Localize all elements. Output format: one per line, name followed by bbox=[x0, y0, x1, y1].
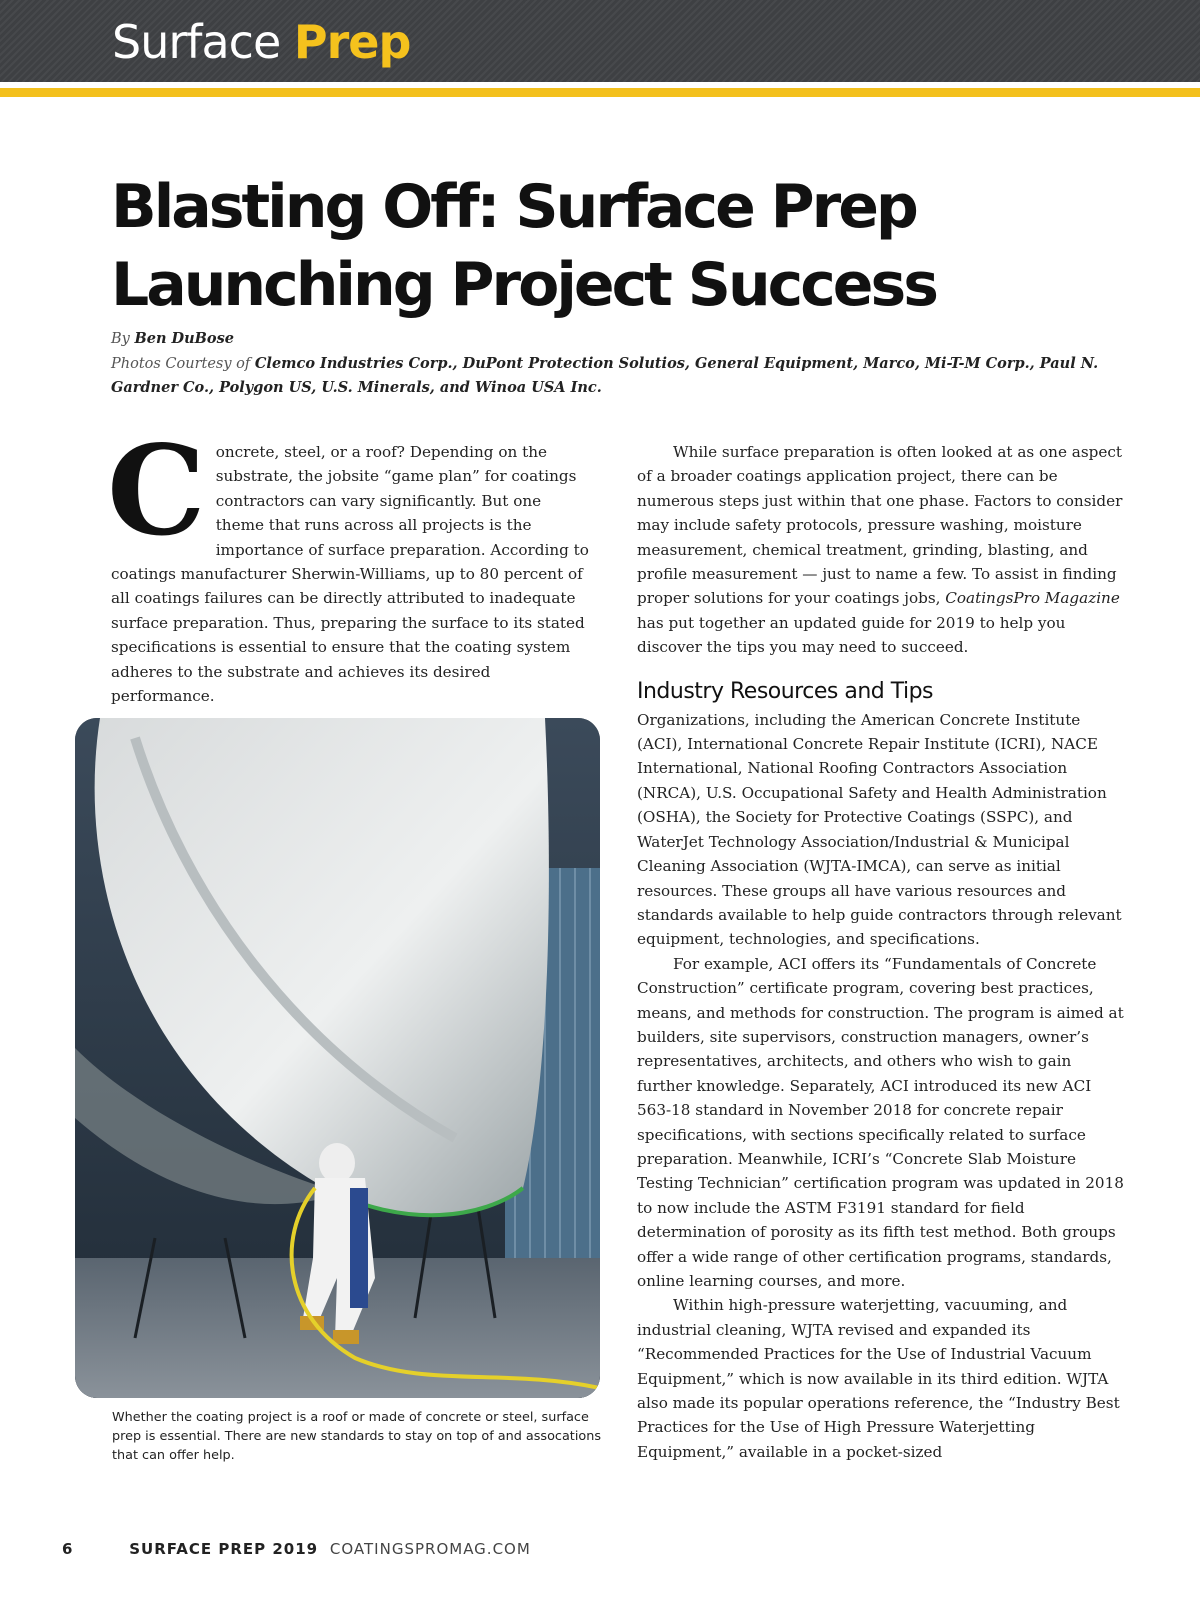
paragraph-2-text: While surface preparation is often looked at as one aspect of a broader coatings application project, there can be numerous steps just within that one phase. Factors to consider may include safety protocols, pressure washing, moisture measurement, chemical treatment, grinding, blasting, and profile measurement — just to name a few. To assist in finding proper solutions for your coatings jobs, bbox=[637, 443, 1123, 608]
paragraph-2 bbox=[637, 440, 1127, 660]
intro-text: oncrete, steel, or a roof? Depending on the substrate, the jobsite “game plan” for coatings contractors can vary significantly. But one theme that runs across all projects is the importance of surface preparation. According to coatings manufacturer Sherwin-Williams, up to 80 percent of all coatings failures can be directly attributed to inadequate surface preparation. Thus, preparing the surface to its stated specifications is essential to ensure that the coating system adheres to the substrate and achieves its desired performance. bbox=[111, 443, 589, 706]
article-headline: Blasting Off: Surface Prep Launching Project Success bbox=[111, 172, 936, 320]
byline-prefix: By bbox=[111, 331, 130, 347]
section-title bbox=[112, 12, 410, 72]
left-column bbox=[107, 419, 591, 708]
drop-cap: C bbox=[107, 419, 206, 564]
paragraph-3: Organizations, including the American Concrete Institute (ACI), International Concrete Repair Institute (ICRI), NACE International, National Roofing Contractors Association (NRCA), U.S. Occupational Safety and Health Administration (OSHA), the Society for Protective Coatings (SSPC), and WaterJet Technology Association/Industrial & Municipal Cleaning Association (WJTA-IMCA), can serve as initial resources. These groups all have various resources and standards available to help guide contractors through relevant equipment, technologies, and specifications. bbox=[637, 710, 1122, 949]
website-url: COATINGSPROMAG.COM bbox=[329, 1540, 531, 1558]
photo-credit-prefix: Photos Courtesy of bbox=[111, 355, 251, 372]
paragraph-2-text-end: has put together an updated guide for 2019 to help you discover the tips you may need to succeed. bbox=[637, 613, 1066, 657]
photo-credits: Clemco Industries Corp., DuPont Protection Solutios, General Equipment, Marco, Mi-T-M Corp., Paul N. Gardner Co., Polygon US, U.S. Minerals, and Winoa USA Inc. bbox=[111, 354, 1099, 396]
magazine-name: CoatingsPro Magazine bbox=[945, 589, 1120, 608]
author-name: Ben DuBose bbox=[134, 330, 234, 347]
accent-rule bbox=[0, 88, 1200, 97]
page-number: 6 bbox=[62, 1540, 74, 1558]
intro-paragraph bbox=[107, 419, 591, 708]
boat-hull-illustration bbox=[75, 718, 600, 1398]
paragraph-4: For example, ACI offers its “Fundamentals of Concrete Construction” certificate program, covering best practices, means, and methods for construction. The program is aimed at builders, site supervisors, construction managers, owner’s representatives, architects, and others who wish to gain further knowledge. Separately, ACI introduced its new ACI 563-18 standard in November 2018 for concrete repair specifications, with sections specifically related to surface preparation. Meanwhile, ICRI’s “Concrete Slab Moisture Testing Technician” certification program was updated in 2018 to now include the ASTM F3191 standard for field determination of porosity as its fifth test method. Both groups offer a wide range of other certification programs, standards, online learning courses, and more. bbox=[637, 954, 1124, 1290]
section-title-word1: Surface bbox=[112, 15, 281, 69]
page-footer bbox=[62, 1540, 531, 1558]
paragraph-5: Within high-pressure waterjetting, vacuuming, and industrial cleaning, WJTA revised and expanded its “Recommended Practices for the Use of Industrial Vacuum Equipment,” which is now available in its third edition. WJTA also made its popular operations reference, the “Industry Best Practices for the Use of High Pressure Waterjetting Equipment,” available in a pocket-sized bbox=[637, 1296, 1120, 1461]
section-subheading: Industry Resources and Tips bbox=[637, 678, 934, 704]
article-photo bbox=[75, 718, 600, 1398]
section-title-word2: Prep bbox=[293, 15, 411, 69]
publication-name: SURFACE PREP 2019 bbox=[129, 1540, 319, 1558]
photo-credit-line bbox=[111, 352, 1131, 401]
author-line bbox=[111, 327, 1131, 352]
byline-block bbox=[111, 327, 1131, 401]
right-column bbox=[637, 440, 1127, 1464]
photo-caption: Whether the coating project is a roof or made of concrete or steel, surface prep is essential. There are new standards to stay on top of and assocations that can offer help. bbox=[112, 1410, 601, 1463]
